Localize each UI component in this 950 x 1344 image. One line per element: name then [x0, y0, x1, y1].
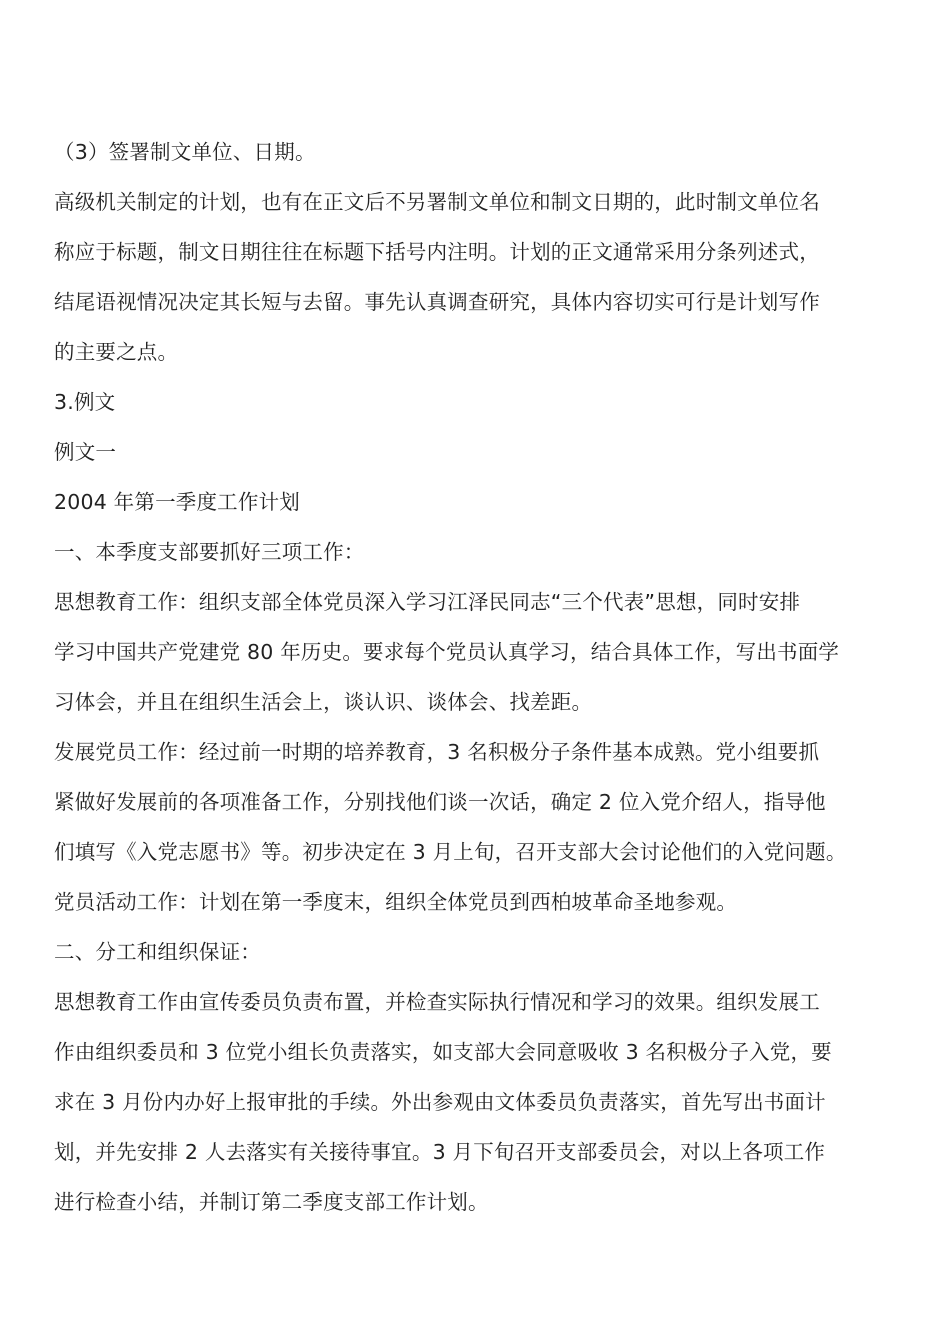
paragraph-line: 们填写《入党志愿书》等。初步决定在 3 月上旬，召开支部大会讨论他们的入党问题。: [54, 840, 847, 864]
paragraph-line: 党员活动工作：计划在第一季度末，组织全体党员到西柏坡革命圣地参观。: [54, 890, 738, 914]
example-heading: 例文一: [54, 440, 117, 464]
paragraph-line: 进行检查小结，并制订第二季度支部工作计划。: [54, 1190, 489, 1214]
paragraph-line: 习体会，并且在组织生活会上，谈认识、谈体会、找差距。: [54, 690, 593, 714]
paragraph-line: 的主要之点。: [54, 340, 179, 364]
paragraph-line: 学习中国共产党建党 80 年历史。要求每个党员认真学习，结合具体工作，写出书面学: [54, 640, 840, 664]
paragraph-line: 思想教育工作：组织支部全体党员深入学习江泽民同志“三个代表”思想，同时安排: [54, 590, 801, 614]
paragraph-line: 结尾语视情况决定其长短与去留。事先认真调查研究，具体内容切实可行是计划写作: [54, 290, 820, 314]
paragraph-line: 作由组织委员和 3 位党小组长负责落实，如支部大会同意吸收 3 名积极分子入党，要: [54, 1040, 832, 1064]
paragraph-line: 高级机关制定的计划，也有在正文后不另署制文单位和制文日期的，此时制文单位名: [54, 190, 820, 214]
paragraph-line: 求在 3 月份内办好上报审批的手续。外出参观由文体委员负责落实，首先写出书面计: [54, 1090, 826, 1114]
section-heading: 3.例文: [54, 390, 116, 414]
plan-title: 2004 年第一季度工作计划: [54, 490, 300, 514]
section-heading: 一、本季度支部要抓好三项工作：: [54, 540, 365, 564]
subheading-signature: （3）签署制文单位、日期。: [54, 140, 316, 164]
section-heading: 二、分工和组织保证：: [54, 940, 261, 964]
paragraph-line: 思想教育工作由宣传委员负责布置，并检查实际执行情况和学习的效果。组织发展工: [54, 990, 820, 1014]
paragraph-line: 划，并先安排 2 人去落实有关接待事宜。3 月下旬召开支部委员会，对以上各项工作: [54, 1140, 826, 1164]
document-body: [54, 127, 900, 1227]
paragraph-line: 紧做好发展前的各项准备工作，分别找他们谈一次话，确定 2 位入党介绍人，指导他: [54, 790, 826, 814]
paragraph-line: 发展党员工作：经过前一时期的培养教育，3 名积极分子条件基本成熟。党小组要抓: [54, 740, 820, 764]
paragraph-line: 称应于标题，制文日期往往在标题下括号内注明。计划的正文通常采用分条列述式，: [54, 240, 820, 264]
